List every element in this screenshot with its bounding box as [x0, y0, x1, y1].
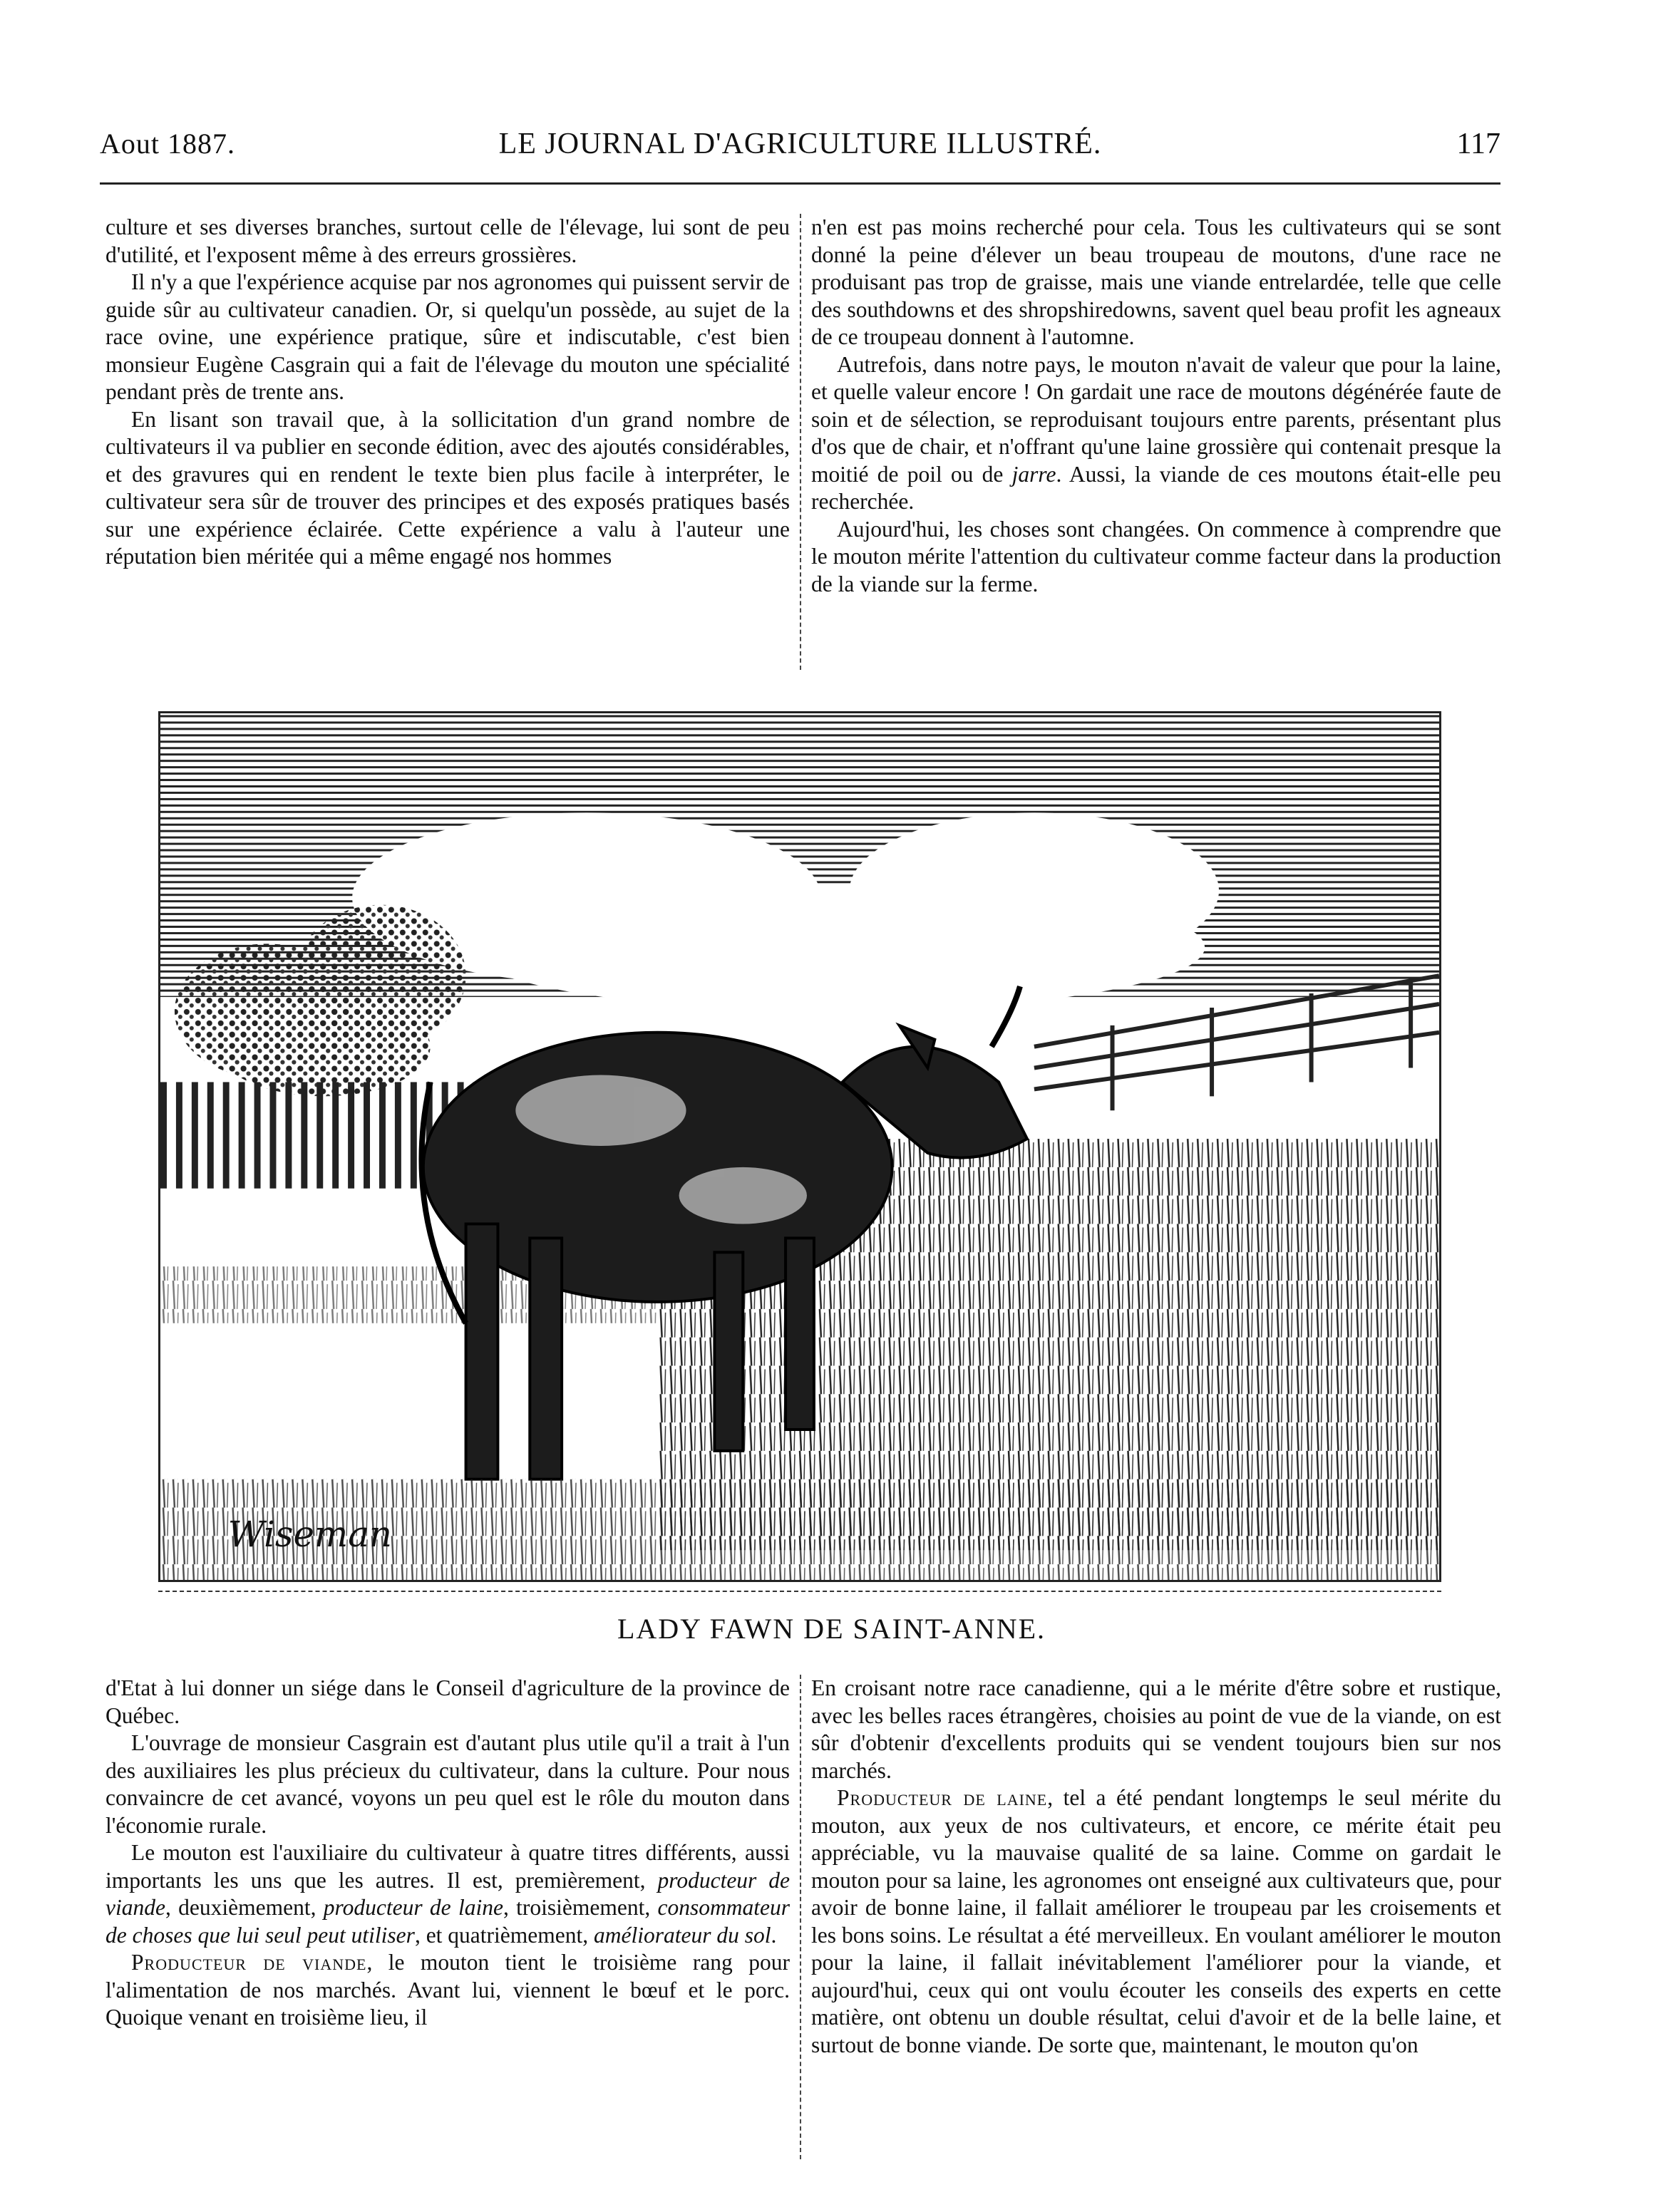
bottom-right-column [811, 1675, 1501, 2059]
page-number: 117 [1456, 128, 1500, 160]
paragraph: Producteur de viande, le mouton tient le troisième rang pour l'alimentation de nos marchés. Avant lui, viennent le bœuf et le porc. Quoique venant en troisième lieu, il [105, 1950, 790, 2030]
running-header [100, 127, 1500, 170]
paragraph: Aujourd'hui, les choses sont changées. On commence à comprendre que le mouton mérite l'attention du cultivateur comme facteur dans la production de la viande sur la ferme. [811, 516, 1501, 596]
engraver-signature: Wiseman [227, 1514, 393, 1556]
top-right-column [811, 214, 1501, 598]
journal-title: LE JOURNAL D'AGRICULTURE ILLUSTRÉ. [498, 128, 1102, 160]
section-lead: Producteur de laine [837, 1785, 1048, 1810]
cow-engraving [158, 711, 1441, 1582]
paragraph: n'en est pas moins recherché pour cela. Tous les cultivateurs qui se sont donné la peine d'élever un beau troupeau de moutons, d'une race ne produisant pas trop de graisse, mais une viande entrelardée, telle que celle des southdowns et des shropshiredowns, savent quel beau profit les agneaux de ce troupeau donnent à l'automne. [811, 215, 1501, 349]
emphasis: améliorateur du sol [593, 1922, 771, 1948]
paragraph: Il n'y a que l'expérience acquise par nos agronomes qui puissent servir de guide sûr au cultivateur canadien. Or, si quelqu'un possède, au sujet de la race ovine, une expérience pratique, sûre et indiscutable, c'est bien monsieur Eugène Casgrain qui a fait de l'élevage du mouton une spécialité pendant près de trente ans. [105, 269, 790, 404]
paragraph: culture et ses diverses branches, surtout celle de l'élevage, lui sont de peu d'utilité, et l'exposent même à des erreurs grossières. [105, 215, 790, 267]
paragraph: d'Etat à lui donner un siége dans le Conseil d'agriculture de la province de Québec. [105, 1675, 790, 1728]
cloud [466, 884, 1205, 1011]
top-left-column [105, 214, 790, 571]
paragraph: L'ouvrage de monsieur Casgrain est d'autant plus utile qu'il a trait à l'un des auxiliaires les plus précieux du cultivateur, dans la culture. Pour nous convaincre de cet avancé, voyons un peu quel est le rôle du mouton dans l'économie rurale. [105, 1730, 790, 1838]
section-lead: Producteur de viande [131, 1950, 367, 1975]
emphasis: producteur de viande [105, 1867, 790, 1920]
illustration-rule [158, 1591, 1441, 1592]
column-divider [800, 1675, 801, 2159]
bottom-left-column [105, 1675, 790, 2032]
issue-date: Aout 1887. [100, 128, 235, 160]
engraving-drawing [160, 713, 1439, 1580]
header-rule [100, 182, 1500, 185]
paragraph: Producteur de laine, tel a été pendant longtemps le seul mérite du mouton, aux yeux de nos cultivateurs, et encore, ce mérite était peu appréciable, vu la mauvaise qualité de sa laine. Comme on gardait le mouton pour sa laine, les agronomes ont enseigné aux cultivateurs que, pour avoir de bonne laine, il fallait améliorer le troupeau par les croisements et les bons soins. Le résultat a été merveilleux. En voulant améliorer le mouton pour la laine, il fallait inévitablement l'améliorer pour la viande, et aujourd'hui, ceux qui ont voulu écouter les conseils des experts en cette matière, ont obtenu un double résultat, celui d'avoir et de la belle laine, et surtout de bonne viande. De sorte que, maintenant, le mouton qu'on [811, 1785, 1501, 2057]
illustration-caption: LADY FAWN DE SAINT-ANNE. [617, 1613, 1046, 1645]
emphasis: jarre [1011, 461, 1056, 487]
column-divider [800, 214, 801, 670]
paragraph: En lisant son travail que, à la sollicitation d'un grand nombre de cultivateurs il va publier en seconde édition, avec des ajoutés considérables, et des gravures qui en rendent le texte bien plus facile à interpréter, le cultivateur sera sûr de trouver des principes et des exposés pratiques basés sur une expérience éclairée. Cette expérience a valu à l'auteur une réputation bien méritée qui a même engagé nos hommes [105, 406, 790, 569]
paragraph: En croisant notre race canadienne, qui a le mérite d'être sobre et rustique, avec les belles races étrangères, choisies au point de vue de la viande, on est sûr d'obtenir d'excellents produits qui se vendent toujours bien sur nos marchés. [811, 1675, 1501, 1783]
emphasis: producteur de laine [323, 1895, 503, 1920]
emphasis: consommateur de choses que lui seul peut utiliser [105, 1895, 790, 1948]
paragraph: Le mouton est l'auxiliaire du cultivateur à quatre titres différents, aussi importants les uns que les autres. Il est, premièrement, producteur de viande, deuxièmement, producteur de laine, troisièmement, consommateur de choses que lui seul peut utiliser, et quatrièmement, améliorateur du sol. [105, 1840, 790, 1948]
paragraph: Autrefois, dans notre pays, le mouton n'avait de valeur que pour la laine, et quelle valeur encore ! On gardait une race de moutons dégénérée faute de soin et de sélection, se reproduisant toujours entre parents, présentant plus d'os que de chair, et n'offrant qu'une laine grossière qui contenait presque la moitié de poil ou de jarre. Aussi, la viande de ces moutons était-elle peu recherchée. [811, 351, 1501, 514]
